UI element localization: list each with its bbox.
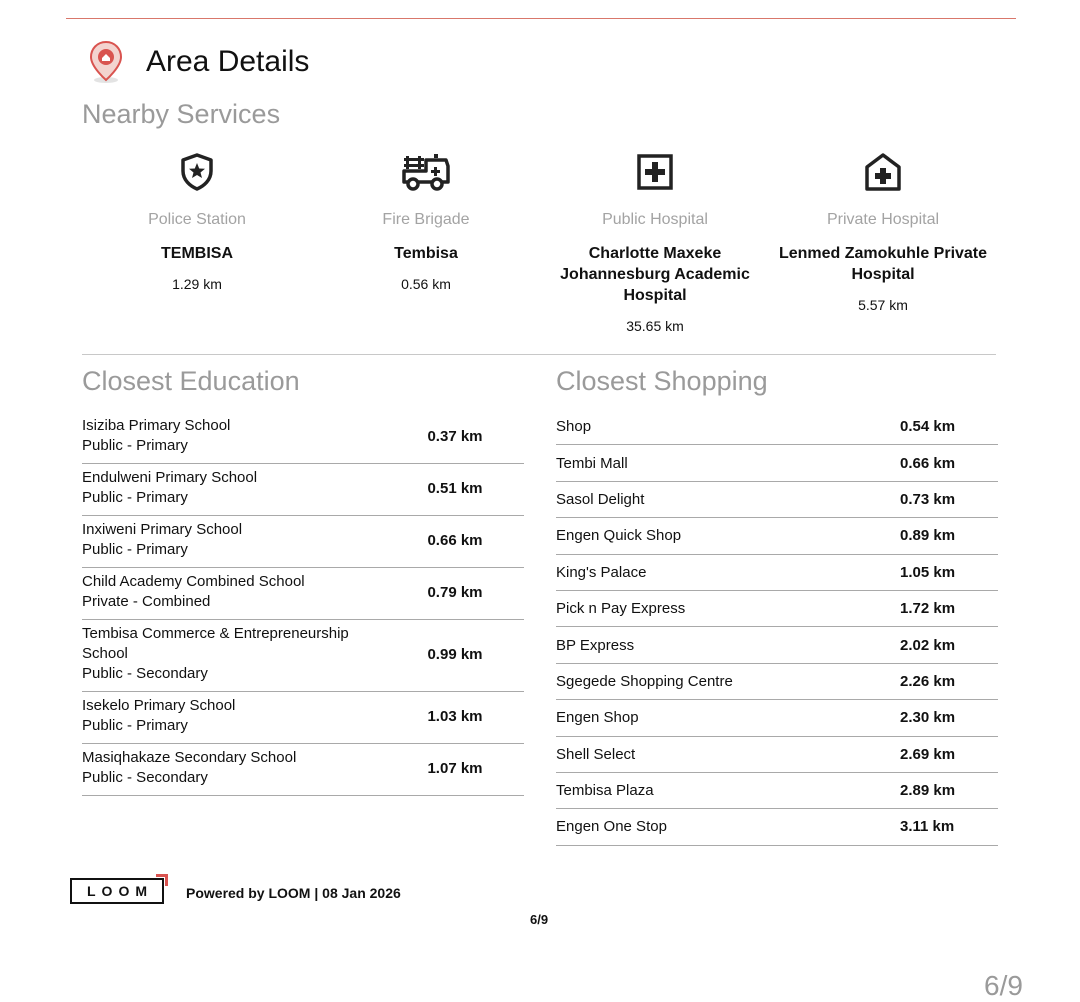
service-fire — [311, 152, 541, 292]
shop-distance: 2.89 km — [900, 782, 956, 800]
shop-distance: 0.89 km — [900, 527, 956, 545]
hospital-cross-icon — [636, 153, 674, 191]
service-distance: 1.29 km — [172, 276, 222, 292]
shop-distance: 2.02 km — [900, 636, 956, 654]
shopping-table — [556, 409, 998, 846]
school-category: Public - Primary — [82, 541, 188, 558]
table-row — [82, 464, 524, 516]
school-distance: 0.51 km — [427, 479, 483, 497]
page-number: 6/9 — [530, 912, 549, 927]
table-row — [556, 482, 998, 518]
powered-by-text: Powered by LOOM | 08 Jan 2026 — [186, 885, 401, 901]
closest-education-title: Closest Education — [82, 366, 300, 396]
education-table — [82, 412, 524, 796]
school-name: Masiqhakaze Secondary School — [82, 749, 297, 766]
service-name: TEMBISA — [161, 245, 233, 262]
location-pin-icon — [88, 40, 124, 84]
school-distance: 1.07 km — [427, 759, 483, 777]
school-distance: 0.99 km — [427, 645, 483, 663]
table-row — [556, 809, 998, 845]
table-row — [556, 445, 998, 481]
service-type: Fire Brigade — [382, 211, 470, 228]
section-header — [88, 40, 309, 84]
school-name: Inxiweni Primary School — [82, 521, 243, 538]
table-row — [82, 516, 524, 568]
shop-name: BP Express — [556, 636, 635, 654]
shop-distance: 3.11 km — [900, 818, 955, 836]
table-row — [556, 627, 998, 663]
shop-distance: 2.30 km — [900, 709, 956, 727]
table-row — [556, 409, 998, 445]
table-row — [556, 773, 998, 809]
school-distance: 1.03 km — [427, 707, 483, 725]
school-name: Endulweni Primary School — [82, 469, 258, 486]
table-row — [556, 591, 998, 627]
shop-name: Sgegede Shopping Centre — [556, 672, 733, 690]
school-distance: 0.79 km — [427, 583, 483, 601]
service-type: Private Hospital — [826, 211, 940, 228]
table-row — [556, 555, 998, 591]
shop-name: Sasol Delight — [556, 490, 645, 508]
shop-name: Shop — [556, 418, 592, 436]
service-type: Public Hospital — [602, 211, 708, 228]
table-row — [82, 412, 524, 464]
school-category: Private - Combined — [82, 593, 211, 610]
service-name: Charlotte Maxeke Johannesburg Academic Hospital — [560, 245, 750, 304]
table-row — [556, 664, 998, 700]
school-distance: 0.66 km — [427, 531, 483, 549]
section-divider — [82, 354, 996, 355]
shop-name: Shell Select — [556, 745, 636, 763]
nearby-services-title: Nearby Services — [82, 99, 281, 129]
table-row — [556, 737, 998, 773]
school-category: Public - Secondary — [82, 769, 208, 786]
shop-distance: 1.05 km — [900, 563, 956, 581]
private-hospital-icon — [864, 152, 902, 192]
table-row — [82, 744, 524, 796]
table-row — [556, 700, 998, 736]
table-row — [82, 568, 524, 620]
page-number-corner: 6/9 — [984, 970, 1023, 1001]
service-distance: 0.56 km — [401, 276, 451, 292]
service-type: Police Station — [148, 211, 246, 228]
service-distance: 35.65 km — [626, 318, 684, 334]
school-category: Public - Primary — [82, 717, 188, 734]
shop-name: Pick n Pay Express — [556, 600, 686, 618]
shop-distance: 2.26 km — [900, 672, 956, 690]
shop-distance: 0.73 km — [900, 490, 956, 508]
shop-distance: 0.66 km — [900, 454, 956, 472]
closest-shopping-title: Closest Shopping — [556, 366, 768, 396]
shop-distance: 2.69 km — [900, 745, 956, 763]
shop-name: Tembisa Plaza — [556, 782, 654, 800]
school-category: Public - Primary — [82, 489, 188, 506]
page-title: Area Details — [146, 45, 310, 78]
table-row — [556, 518, 998, 554]
shop-name: Tembi Mall — [556, 454, 628, 472]
police-shield-icon — [180, 152, 214, 192]
top-divider — [66, 18, 1016, 19]
table-row — [82, 692, 524, 744]
service-police — [82, 152, 312, 292]
school-name: Isiziba Primary School — [82, 417, 231, 434]
school-category: Public - Secondary — [82, 665, 208, 682]
logo-accent — [165, 874, 168, 886]
service-name: Lenmed Zamokuhle Private Hospital — [778, 245, 988, 283]
service-distance: 5.57 km — [858, 297, 908, 313]
shop-name: Engen Shop — [556, 709, 639, 727]
shop-name: Engen One Stop — [556, 818, 667, 836]
school-category: Public - Primary — [82, 437, 188, 454]
shop-name: King's Palace — [556, 563, 647, 581]
school-distance: 0.37 km — [427, 427, 483, 445]
shop-name: Engen Quick Shop — [556, 527, 682, 545]
service-public-hospital — [540, 152, 770, 334]
school-name: Child Academy Combined School — [82, 573, 305, 590]
school-name: Tembisa Commerce & Entrepreneurship School — [82, 625, 349, 662]
school-name: Isekelo Primary School — [82, 697, 236, 714]
shop-distance: 1.72 km — [900, 600, 956, 618]
table-row — [82, 620, 524, 692]
shop-distance: 0.54 km — [900, 418, 956, 436]
fire-truck-icon — [402, 152, 450, 192]
loom-logo: LOOM — [70, 878, 164, 904]
service-private-hospital — [768, 152, 998, 313]
service-name: Tembisa — [394, 245, 458, 262]
